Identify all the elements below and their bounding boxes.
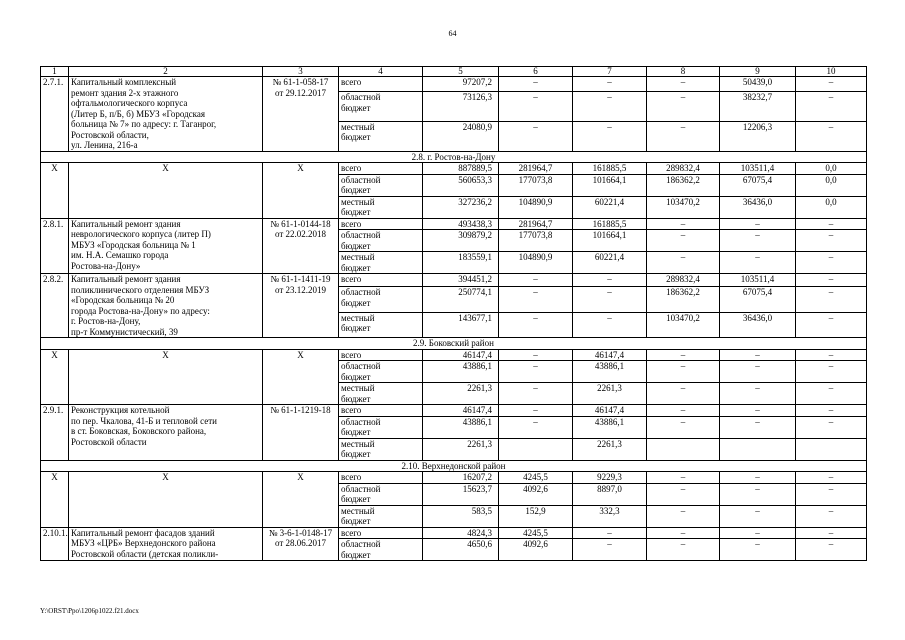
value-v10: 0,0	[796, 196, 867, 218]
value-v8: –	[647, 483, 720, 505]
value-v9: –	[720, 383, 796, 405]
table-row	[41, 472, 867, 484]
value-v6: –	[499, 121, 573, 151]
col-header: 2	[69, 67, 263, 77]
value-v10: –	[796, 230, 867, 252]
value-v6: –	[499, 383, 573, 405]
value-v5: 394451,2	[423, 274, 499, 287]
column-header-row	[41, 67, 867, 77]
budget-table	[40, 66, 867, 561]
value-v6: 104890,9	[499, 196, 573, 218]
value-v8: –	[647, 505, 720, 527]
table-row	[41, 218, 867, 230]
item-document: Х	[263, 163, 339, 219]
value-v7: 332,3	[573, 505, 647, 527]
col-header: 1	[41, 67, 69, 77]
value-v5: 887889,5	[423, 163, 499, 175]
page-number: 64	[448, 29, 457, 38]
funding-label: областной бюджет	[339, 483, 423, 505]
funding-label: местный бюджет	[339, 438, 423, 460]
col-header: 8	[647, 67, 720, 77]
file-path-footer: Y:\ORST\Ppo\1206p1022.f21.docx	[40, 607, 139, 615]
funding-label: местный бюджет	[339, 312, 423, 337]
value-v5: 15623,7	[423, 483, 499, 505]
value-v9: –	[720, 472, 796, 484]
funding-label: областной бюджет	[339, 416, 423, 438]
value-v5: 493438,3	[423, 218, 499, 230]
funding-label: всего	[339, 274, 423, 287]
value-v8: 186362,2	[647, 174, 720, 196]
value-v9: 50439,0	[720, 77, 796, 92]
value-v8: –	[647, 121, 720, 151]
value-v9: –	[720, 483, 796, 505]
section-header-row	[41, 151, 867, 163]
value-v9: 67075,4	[720, 287, 796, 312]
value-v10: –	[796, 77, 867, 92]
value-v10: –	[796, 252, 867, 274]
value-v5: 583,5	[423, 505, 499, 527]
item-document: № 61-1-1411-19 от 23.12.2019	[263, 274, 339, 338]
value-v8	[647, 438, 720, 460]
value-v6: 4245,5	[499, 527, 573, 539]
value-v5: 560653,3	[423, 174, 499, 196]
section-header-row	[41, 460, 867, 472]
value-v6: –	[499, 274, 573, 287]
value-v10: –	[796, 92, 867, 122]
value-v10: –	[796, 349, 867, 361]
value-v5: 327236,2	[423, 196, 499, 218]
funding-label: областной бюджет	[339, 174, 423, 196]
value-v10: –	[796, 405, 867, 417]
value-v10: –	[796, 274, 867, 287]
value-v10	[796, 438, 867, 460]
value-v9: –	[720, 539, 796, 561]
value-v9: –	[720, 416, 796, 438]
section-title: 2.9. Боковский район	[41, 338, 867, 350]
value-v7: 101664,1	[573, 230, 647, 252]
funding-label: всего	[339, 163, 423, 175]
table-row	[41, 527, 867, 539]
value-v10: –	[796, 312, 867, 337]
item-document: № 61-1-1219-18	[263, 405, 339, 461]
value-v9: –	[720, 230, 796, 252]
value-v6: –	[499, 312, 573, 337]
value-v6: –	[499, 416, 573, 438]
value-v10: –	[796, 539, 867, 561]
item-name: Капитальный комплексный ремонт здания 2-х этажного офтальмологического корпуса (Литер Б, п/Б, б) МБУЗ «Городская больница № 7» по адресу: г. Таганрог, Ростовской области, ул. Ленина, 216-а	[69, 77, 263, 152]
item-name: Х	[69, 163, 263, 219]
value-v5: 4824,3	[423, 527, 499, 539]
funding-label: всего	[339, 218, 423, 230]
value-v9	[720, 438, 796, 460]
funding-label: областной бюджет	[339, 230, 423, 252]
value-v8: –	[647, 383, 720, 405]
value-v5: 73126,3	[423, 92, 499, 122]
section-header-row	[41, 338, 867, 350]
value-v6: 4245,5	[499, 472, 573, 484]
value-v7: 43886,1	[573, 361, 647, 383]
value-v7: –	[573, 77, 647, 92]
value-v5: 43886,1	[423, 416, 499, 438]
item-name: Реконструкция котельной по пер. Чкалова, 41-Б и тепловой сети в ст. Боковская, Боковского района, Ростовской области	[69, 405, 263, 461]
table-row	[41, 163, 867, 175]
funding-label: областной бюджет	[339, 539, 423, 561]
funding-label: областной бюджет	[339, 92, 423, 122]
value-v9: –	[720, 252, 796, 274]
funding-label: всего	[339, 77, 423, 92]
value-v5: 46147,4	[423, 405, 499, 417]
value-v8: –	[647, 527, 720, 539]
funding-label: местный бюджет	[339, 383, 423, 405]
value-v8: –	[647, 349, 720, 361]
value-v7: –	[573, 312, 647, 337]
value-v8: –	[647, 405, 720, 417]
value-v10: 0,0	[796, 174, 867, 196]
table-row	[41, 77, 867, 92]
value-v10: –	[796, 483, 867, 505]
value-v7: 161885,5	[573, 163, 647, 175]
funding-label: местный бюджет	[339, 121, 423, 151]
value-v8: 289832,4	[647, 274, 720, 287]
value-v9: –	[720, 405, 796, 417]
value-v6: –	[499, 405, 573, 417]
value-v9: –	[720, 349, 796, 361]
funding-label: всего	[339, 472, 423, 484]
value-v6: –	[499, 77, 573, 92]
value-v9: –	[720, 218, 796, 230]
value-v5: 2261,3	[423, 438, 499, 460]
item-document: Х	[263, 472, 339, 528]
item-document: Х	[263, 349, 339, 405]
item-document: № 61-1-058-17 от 29.12.2017	[263, 77, 339, 152]
item-name: Капитальный ремонт здания неврологического корпуса (литер П) МБУЗ «Городская больница № 1 им. Н.А. Семашко города Ростова-на-Дону»	[69, 218, 263, 274]
funding-label: областной бюджет	[339, 287, 423, 312]
item-number: 2.8.2.	[41, 274, 69, 338]
value-v6: –	[499, 361, 573, 383]
value-v6: –	[499, 92, 573, 122]
value-v10: 0,0	[796, 163, 867, 175]
value-v6: 152,9	[499, 505, 573, 527]
item-number: 2.9.1.	[41, 405, 69, 461]
item-number: Х	[41, 472, 69, 528]
value-v7: 8897,0	[573, 483, 647, 505]
value-v10: –	[796, 527, 867, 539]
value-v10: –	[796, 121, 867, 151]
value-v6: –	[499, 349, 573, 361]
item-number: 2.8.1.	[41, 218, 69, 274]
value-v6: –	[499, 287, 573, 312]
funding-label: областной бюджет	[339, 361, 423, 383]
value-v7: 2261,3	[573, 438, 647, 460]
value-v8: 103470,2	[647, 196, 720, 218]
value-v7: –	[573, 92, 647, 122]
value-v10: –	[796, 218, 867, 230]
value-v5: 43886,1	[423, 361, 499, 383]
funding-label: местный бюджет	[339, 252, 423, 274]
item-number: 2.10.1.	[41, 527, 69, 561]
value-v6: 4092,6	[499, 539, 573, 561]
funding-label: местный бюджет	[339, 505, 423, 527]
value-v9: 67075,4	[720, 174, 796, 196]
item-document: № 61-1-0144-18 от 22.02.2018	[263, 218, 339, 274]
value-v10: –	[796, 287, 867, 312]
col-header: 10	[796, 67, 867, 77]
value-v9: –	[720, 361, 796, 383]
value-v7: 46147,4	[573, 349, 647, 361]
value-v6: 177073,8	[499, 230, 573, 252]
item-name: Х	[69, 349, 263, 405]
value-v5: 143677,1	[423, 312, 499, 337]
col-header: 3	[263, 67, 339, 77]
value-v7: –	[573, 274, 647, 287]
value-v8: –	[647, 361, 720, 383]
value-v5: 4650,6	[423, 539, 499, 561]
value-v10: –	[796, 361, 867, 383]
value-v7: 161885,5	[573, 218, 647, 230]
funding-label: всего	[339, 405, 423, 417]
value-v8: –	[647, 230, 720, 252]
value-v7: 2261,3	[573, 383, 647, 405]
table-body	[41, 67, 867, 561]
item-document: № 3-6-1-0148-17 от 28.06.2017	[263, 527, 339, 561]
col-header: 9	[720, 67, 796, 77]
table-row	[41, 349, 867, 361]
value-v9: 103511,4	[720, 274, 796, 287]
value-v7: 46147,4	[573, 405, 647, 417]
value-v5: 2261,3	[423, 383, 499, 405]
funding-label: всего	[339, 349, 423, 361]
value-v7: –	[573, 527, 647, 539]
value-v8: 289832,4	[647, 163, 720, 175]
value-v7: –	[573, 121, 647, 151]
value-v9: –	[720, 505, 796, 527]
col-header: 6	[499, 67, 573, 77]
value-v7: 60221,4	[573, 196, 647, 218]
value-v5: 250774,1	[423, 287, 499, 312]
value-v7: –	[573, 539, 647, 561]
funding-label: всего	[339, 527, 423, 539]
value-v5: 309879,2	[423, 230, 499, 252]
item-name: Капитальный ремонт здания поликлинического отделения МБУЗ «Городская больница № 20 города Ростова-на-Дону» по адресу: г. Ростов-на-Дону, пр-т Коммунистический, 39	[69, 274, 263, 338]
value-v5: 183559,1	[423, 252, 499, 274]
value-v8: 186362,2	[647, 287, 720, 312]
value-v9: 103511,4	[720, 163, 796, 175]
section-title: 2.8. г. Ростов-на-Дону	[41, 151, 867, 163]
value-v8: –	[647, 252, 720, 274]
value-v8: –	[647, 472, 720, 484]
item-name: Капитальный ремонт фасадов зданий МБУЗ «ЦРБ» Верхнедонского района Ростовской области (детская поликли-	[69, 527, 263, 561]
value-v8: –	[647, 77, 720, 92]
value-v6: 4092,6	[499, 483, 573, 505]
col-header: 4	[339, 67, 423, 77]
item-name: Х	[69, 472, 263, 528]
value-v7: 60221,4	[573, 252, 647, 274]
item-number: Х	[41, 349, 69, 405]
item-number: 2.7.1.	[41, 77, 69, 152]
col-header: 7	[573, 67, 647, 77]
value-v6: 281964,7	[499, 218, 573, 230]
value-v9: 12206,3	[720, 121, 796, 151]
value-v8: –	[647, 416, 720, 438]
value-v6: 281964,7	[499, 163, 573, 175]
value-v9: 38232,7	[720, 92, 796, 122]
value-v6: 177073,8	[499, 174, 573, 196]
table-row	[41, 274, 867, 287]
item-number: Х	[41, 163, 69, 219]
value-v5: 97207,2	[423, 77, 499, 92]
value-v5: 16207,2	[423, 472, 499, 484]
value-v6	[499, 438, 573, 460]
section-title: 2.10. Верхнедонской район	[41, 460, 867, 472]
value-v9: 36436,0	[720, 312, 796, 337]
value-v7: 101664,1	[573, 174, 647, 196]
funding-label: местный бюджет	[339, 196, 423, 218]
value-v5: 46147,4	[423, 349, 499, 361]
value-v10: –	[796, 505, 867, 527]
value-v9: 36436,0	[720, 196, 796, 218]
col-header: 5	[423, 67, 499, 77]
value-v10: –	[796, 383, 867, 405]
value-v7: –	[573, 287, 647, 312]
value-v7: 9229,3	[573, 472, 647, 484]
value-v8: 103470,2	[647, 312, 720, 337]
value-v8: –	[647, 218, 720, 230]
value-v9: –	[720, 527, 796, 539]
table-row	[41, 405, 867, 417]
value-v5: 24080,9	[423, 121, 499, 151]
value-v10: –	[796, 472, 867, 484]
value-v7: 43886,1	[573, 416, 647, 438]
value-v10: –	[796, 416, 867, 438]
value-v6: 104890,9	[499, 252, 573, 274]
value-v8: –	[647, 539, 720, 561]
value-v8: –	[647, 92, 720, 122]
